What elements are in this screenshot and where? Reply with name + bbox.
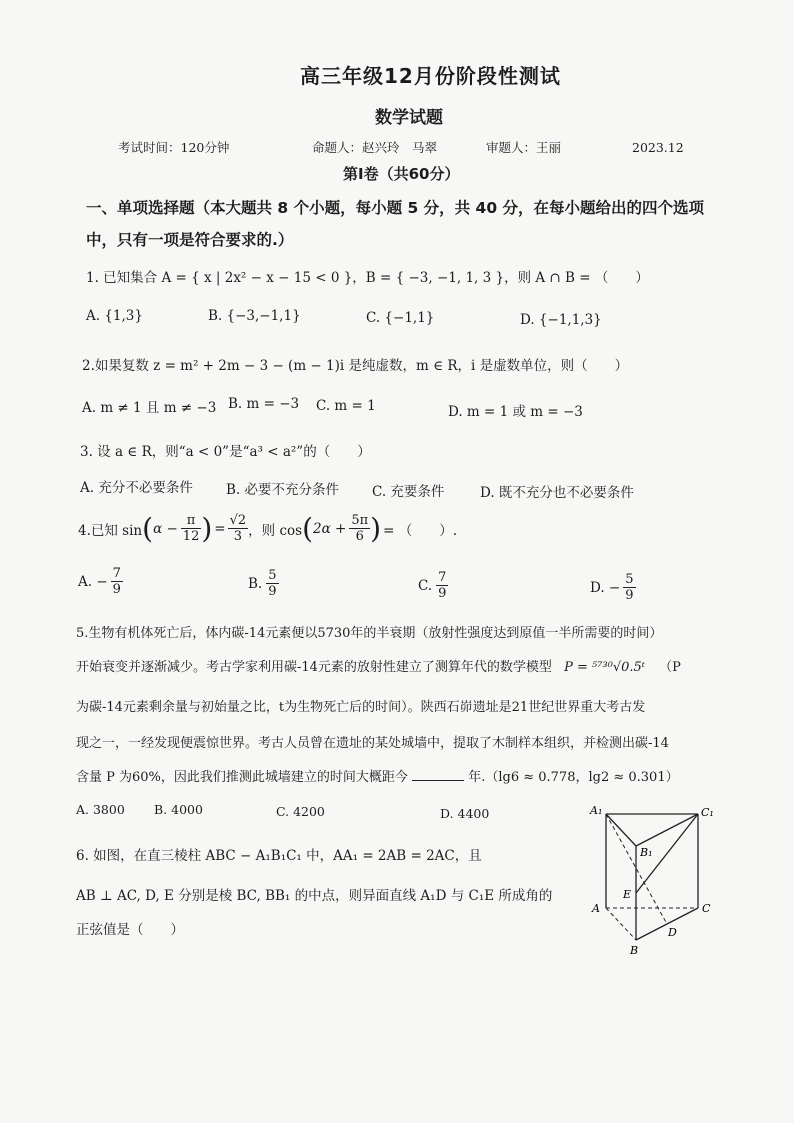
q4-tail: = （ ）. [383, 522, 457, 539]
question-1-option-c: C. {−1,1} [366, 310, 435, 326]
question-5-line1: 5.生物有机体死亡后，体内碳-14元素便以5730年的半衰期（放射性强度达到原值一半所需要的时间） [76, 626, 663, 641]
q5-line5-post: 年.（lg6 ≈ 0.778，lg2 ≈ 0.301） [468, 770, 679, 785]
label-b1: B₁ [640, 846, 653, 859]
question-5-line2 [76, 656, 681, 675]
question-5-option-a: A. 3800 [76, 802, 125, 817]
label-c: C [702, 902, 711, 915]
section-heading-line2: 中，只有一项是符合要求的.） [86, 231, 294, 249]
exam-date: 2023.12 [632, 140, 684, 155]
q4-5pi: 5π [351, 513, 369, 528]
question-2-option-c: C. m = 1 [316, 398, 376, 414]
question-3-option-d: D. 既不充分也不必要条件 [480, 485, 634, 501]
q4-eq: = [214, 520, 226, 537]
question-5-line3: 为碳-14元素剩余量与初始量之比，t为生物死亡后的时间）。陕西石峁遗址是21世纪世界重大考古发 [76, 700, 646, 715]
q4-three: 3 [233, 529, 243, 544]
question-4-option-c [418, 570, 448, 601]
answer-blank [412, 780, 464, 781]
q4-option-c-label: C. [418, 577, 433, 594]
volume-heading: 第Ⅰ卷（共60分） [343, 165, 460, 183]
question-2-stem: 2.如果复数 z = m² + 2m − 3 − (m − 1)i 是纯虚数，m ∈ R，i 是虚数单位，则（ ） [82, 358, 629, 374]
q4-six: 6 [355, 529, 364, 544]
q4-sqrt2-over-3 [228, 513, 249, 544]
q4-stem-prefix: 4.已知 sin [78, 522, 143, 539]
q4-pi-over-12 [181, 513, 202, 544]
question-1-option-d: D. {−1,1,3} [520, 312, 602, 328]
label-d: D [668, 926, 677, 939]
exam-title: 高三年级12月份阶段性测试 [300, 64, 561, 88]
q4-option-b-frac [266, 568, 278, 599]
q4-option-b-label: B. [248, 575, 263, 592]
question-3-option-c: C. 充要条件 [372, 484, 445, 500]
q4-a-num: 7 [112, 566, 121, 581]
question-1-option-a: A. {1,3} [86, 308, 143, 324]
question-4-option-d [590, 572, 636, 603]
question-1-stem: 1. 已知集合 A = { x | 2x² − x − 15 < 0 }，B = { −3, −1, 1, 3 }，则 A ∩ B = （ ） [86, 270, 649, 286]
label-e: E [623, 888, 632, 901]
q4-c-den: 9 [438, 586, 447, 601]
label-a: A [592, 902, 600, 915]
edge-b1-c1 [636, 814, 698, 846]
edge-a-b [606, 908, 636, 940]
question-6-line3: 正弦值是（ ） [76, 922, 184, 938]
q4-option-c-frac [436, 570, 448, 601]
q4-twelve: 12 [182, 529, 200, 544]
subject-title: 数学试题 [375, 108, 443, 128]
q4-two-alpha-plus: 2α + [313, 520, 347, 537]
question-3-option-a: A. 充分不必要条件 [80, 480, 193, 496]
question-3-option-b: B. 必要不充分条件 [226, 482, 340, 498]
label-c1: C₁ [701, 806, 714, 819]
question-4-option-a [78, 566, 123, 597]
question-2-option-a: A. m ≠ 1 且 m ≠ −3 [82, 400, 217, 416]
question-3-stem: 3. 设 a ∈ R，则“a < 0”是“a³ < a²”的（ ） [80, 444, 371, 460]
question-5-option-d: D. 4400 [440, 806, 490, 821]
q4-5pi-over-6 [349, 513, 370, 544]
label-b: B [630, 944, 639, 957]
question-5-option-b: B. 4000 [154, 802, 203, 817]
q4-option-d-frac [623, 572, 635, 603]
section-heading-line1: 一、单项选择题（本大题共 8 个小题，每小题 5 分，共 40 分，在每小题给出的四个选项 [86, 199, 705, 217]
exam-author: 命题人：赵兴玲 马翠 [312, 140, 438, 155]
exam-time: 考试时间：120分钟 [118, 140, 230, 155]
question-5-option-c: C. 4200 [276, 804, 325, 819]
q4-d-den: 9 [625, 588, 634, 603]
q4-c-num: 7 [438, 570, 447, 585]
question-1-option-b: B. {−3,−1,1} [208, 308, 301, 324]
question-2-option-d: D. m = 1 或 m = −3 [448, 404, 583, 420]
q5-line2-pre: 开始衰变并逐渐减少。考古学家利用碳-14元素的放射性建立了测算年代的数学模型 [76, 660, 552, 675]
q4-then-cos: ，则 cos [248, 522, 303, 539]
q4-d-num: 5 [625, 572, 634, 587]
q4-option-a-label: A. − [78, 573, 108, 590]
q5-line2-post: （P [659, 660, 681, 675]
question-5-line5 [76, 766, 679, 785]
question-2-option-b: B. m = −3 [228, 396, 300, 412]
question-6-line1: 6. 如图，在直三棱柱 ABC − A₁B₁C₁ 中，AA₁ = 2AB = 2AC，且 [76, 848, 482, 864]
q4-option-d-label: D. − [590, 579, 621, 596]
prism-diagram [580, 800, 730, 960]
q5-line5-pre: 含量 P 为60%，因此我们推测此城墙建立的时间大概距今 [76, 770, 408, 785]
exam-reviewer: 审题人：王丽 [486, 140, 562, 155]
label-a1: A₁ [590, 804, 603, 817]
q4-b-den: 9 [268, 584, 277, 599]
q4-b-num: 5 [268, 568, 277, 583]
question-5-line4: 现之一，一经发现便震惊世界。考古人员曾在遗址的某处城墙中，提取了木制样本组织，并检测出碳-14 [76, 736, 669, 751]
question-4-option-b [248, 568, 279, 599]
question-4-stem: 4.已知 sin ( α − $\frac{\pi}{12}$ ) = $\frac{√2}{3}$ ，则 cos ( 2α + $\frac{5\pi}{6}$ ) = （ ）. [78, 512, 457, 545]
q4-pi: π [181, 513, 202, 529]
q5-model: P = ⁵⁷³⁰√0.5ᵗ [564, 660, 645, 675]
question-6-line2: AB ⊥ AC, D, E 分别是棱 BC, BB₁ 的中点，则异面直线 A₁D 与 C₁E 所成角的 [76, 888, 553, 904]
q4-a-den: 9 [112, 582, 121, 597]
q4-sqrt2: √2 [229, 513, 247, 528]
q4-option-a-frac [111, 566, 123, 597]
q4-alpha-minus: α − [153, 520, 178, 537]
